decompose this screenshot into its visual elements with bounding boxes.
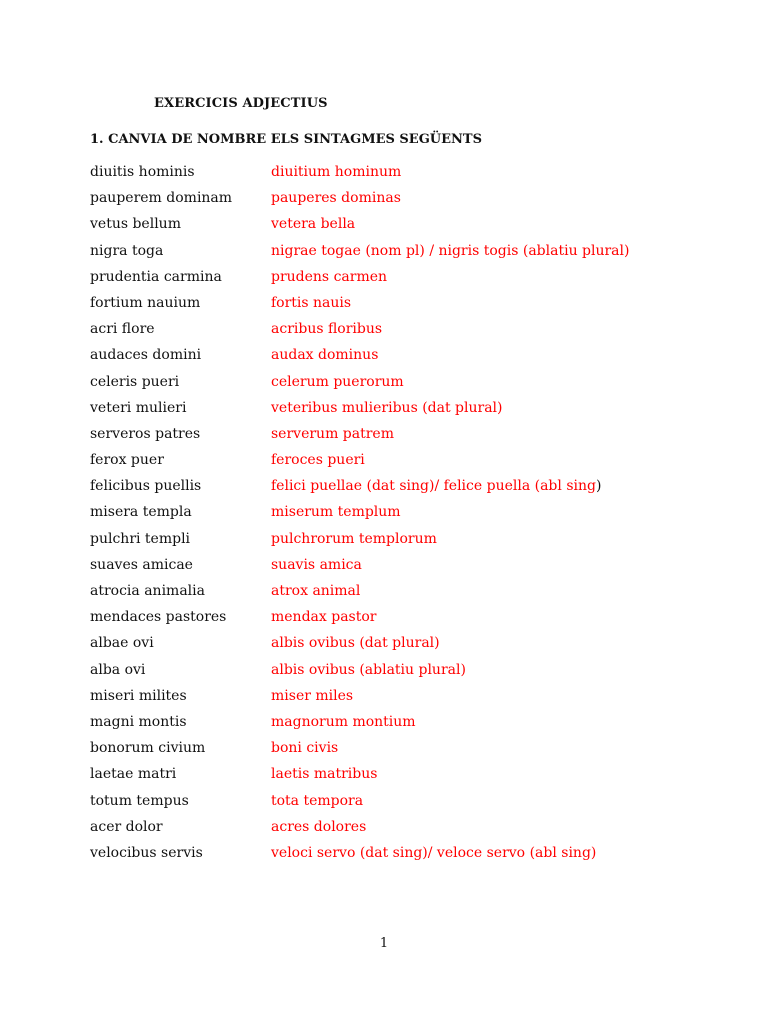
answer-phrase	[271, 662, 466, 678]
latin-phrase: audaces domini	[90, 347, 202, 364]
answer-phrase	[271, 714, 416, 730]
phrase-pair-row	[90, 531, 730, 557]
answer-text: celerum puerorum	[271, 373, 404, 390]
answer-phrase	[271, 583, 360, 599]
latin-phrase: pauperem dominam	[90, 190, 233, 207]
phrase-pair-row	[90, 216, 730, 242]
answer-phrase	[271, 321, 382, 337]
answer-text: serverum patrem	[271, 425, 394, 442]
page-title: EXERCICIS ADJECTIUS	[154, 96, 328, 111]
answer-text: laetis matribus	[271, 766, 378, 783]
answer-text: feroces pueri	[271, 452, 365, 469]
phrase-pair-row	[90, 662, 730, 688]
phrase-pair-row	[90, 819, 730, 845]
phrase-pair-row	[90, 688, 730, 714]
latin-phrase: atrocia animalia	[90, 583, 205, 599]
latin-phrase: totum tempus	[90, 792, 189, 809]
phrase-pair-row	[90, 295, 730, 321]
phrase-pair-row	[90, 452, 730, 478]
answer-text: fortis nauis	[271, 294, 352, 311]
page-number: 1	[379, 936, 389, 951]
answer-text: miserum templum	[271, 504, 401, 521]
exercise-heading: 1. CANVIA DE NOMBRE ELS SINTAGMES SEGÜENTS	[90, 132, 482, 147]
answer-phrase	[271, 635, 440, 651]
phrase-pair-row	[90, 269, 730, 295]
answer-text: boni civis	[271, 740, 339, 757]
answer-text: felici puellae (dat sing)/ felice puella (abl sing	[271, 478, 596, 495]
answer-phrase	[271, 243, 629, 259]
latin-phrase: felicibus puellis	[90, 478, 202, 495]
phrase-pair-row	[90, 347, 730, 373]
answer-phrase	[271, 374, 404, 390]
phrase-pair-row	[90, 793, 730, 819]
answer-phrase	[271, 452, 365, 468]
answer-text: albis ovibus (ablatiu plural)	[271, 661, 466, 678]
answer-phrase	[271, 216, 355, 232]
latin-phrase: prudentia carmina	[90, 268, 222, 285]
latin-phrase: nigra toga	[90, 242, 164, 259]
latin-phrase: albae ovi	[90, 635, 154, 652]
answer-phrase	[271, 478, 601, 494]
phrase-pair-row	[90, 243, 730, 269]
latin-phrase: fortium nauium	[90, 294, 201, 311]
answer-text: vetera bella	[271, 216, 356, 233]
answer-phrase	[271, 740, 338, 756]
latin-phrase: alba ovi	[90, 661, 146, 678]
answer-phrase	[271, 688, 353, 704]
latin-phrase: serveros patres	[90, 425, 201, 442]
answer-phrase	[271, 531, 437, 547]
phrase-pair-row	[90, 635, 730, 661]
latin-phrase: bonorum civium	[90, 740, 206, 757]
answer-text: miser miles	[271, 687, 354, 704]
phrase-pair-row	[90, 609, 730, 635]
answer-text: mendax pastor	[271, 609, 377, 626]
latin-phrase: magni montis	[90, 713, 187, 730]
phrase-pair-row	[90, 478, 730, 504]
latin-phrase: velocibus servis	[90, 844, 203, 861]
latin-phrase: acri flore	[90, 321, 155, 338]
phrase-pair-row	[90, 321, 730, 347]
phrase-pair-row	[90, 164, 730, 190]
latin-phrase: miseri milites	[90, 687, 187, 704]
answer-phrase	[271, 609, 376, 625]
phrase-pair-row	[90, 583, 730, 609]
answer-phrase	[271, 557, 362, 573]
answer-phrase	[271, 426, 394, 442]
answer-text: tota tempora	[271, 792, 364, 809]
answer-phrase	[271, 400, 503, 416]
answer-phrase	[271, 269, 387, 285]
phrase-pair-row	[90, 426, 730, 452]
phrase-pair-row	[90, 766, 730, 792]
latin-phrase: veteri mulieri	[90, 399, 187, 416]
answer-text: suavis amica	[271, 556, 362, 573]
phrase-pair-list	[90, 164, 730, 871]
phrase-pair-row	[90, 374, 730, 400]
answer-text: veloci servo (dat sing)/ veloce servo (abl sing)	[271, 844, 597, 861]
answer-phrase	[271, 504, 401, 520]
answer-phrase	[271, 295, 351, 311]
answer-phrase	[271, 347, 378, 363]
answer-text: acribus floribus	[271, 321, 383, 338]
phrase-pair-row	[90, 845, 730, 871]
answer-text: audax dominus	[271, 347, 379, 364]
phrase-pair-row	[90, 190, 730, 216]
answer-text: albis ovibus (dat plural)	[271, 635, 440, 652]
answer-phrase	[271, 164, 401, 180]
phrase-pair-row	[90, 504, 730, 530]
latin-phrase: laetae matri	[90, 766, 177, 783]
latin-phrase: suaves amicae	[90, 556, 193, 573]
answer-phrase	[271, 766, 377, 782]
answer-phrase	[271, 190, 401, 206]
answer-text: nigrae togae (nom pl) / nigris togis (ablatiu plural)	[271, 242, 630, 259]
answer-text: atrox animal	[271, 583, 361, 599]
answer-text: diuitium hominum	[271, 164, 402, 180]
latin-phrase: vetus bellum	[90, 216, 181, 233]
answer-text: magnorum montium	[271, 713, 416, 730]
latin-phrase: diuitis hominis	[90, 164, 195, 180]
latin-phrase: pulchri templi	[90, 530, 191, 547]
answer-tail-text: )	[595, 478, 602, 495]
answer-text: acres dolores	[271, 818, 367, 835]
latin-phrase: celeris pueri	[90, 373, 180, 390]
phrase-pair-row	[90, 740, 730, 766]
answer-text: prudens carmen	[271, 268, 388, 285]
answer-text: pauperes dominas	[271, 190, 401, 207]
latin-phrase: misera templa	[90, 504, 192, 521]
answer-phrase	[271, 845, 596, 861]
answer-text: veteribus mulieribus (dat plural)	[271, 399, 503, 416]
answer-text: pulchrorum templorum	[271, 530, 437, 547]
phrase-pair-row	[90, 714, 730, 740]
phrase-pair-row	[90, 557, 730, 583]
answer-phrase	[271, 793, 363, 809]
phrase-pair-row	[90, 400, 730, 426]
latin-phrase: ferox puer	[90, 452, 164, 469]
latin-phrase: acer dolor	[90, 818, 163, 835]
latin-phrase: mendaces pastores	[90, 609, 227, 626]
answer-phrase	[271, 819, 366, 835]
